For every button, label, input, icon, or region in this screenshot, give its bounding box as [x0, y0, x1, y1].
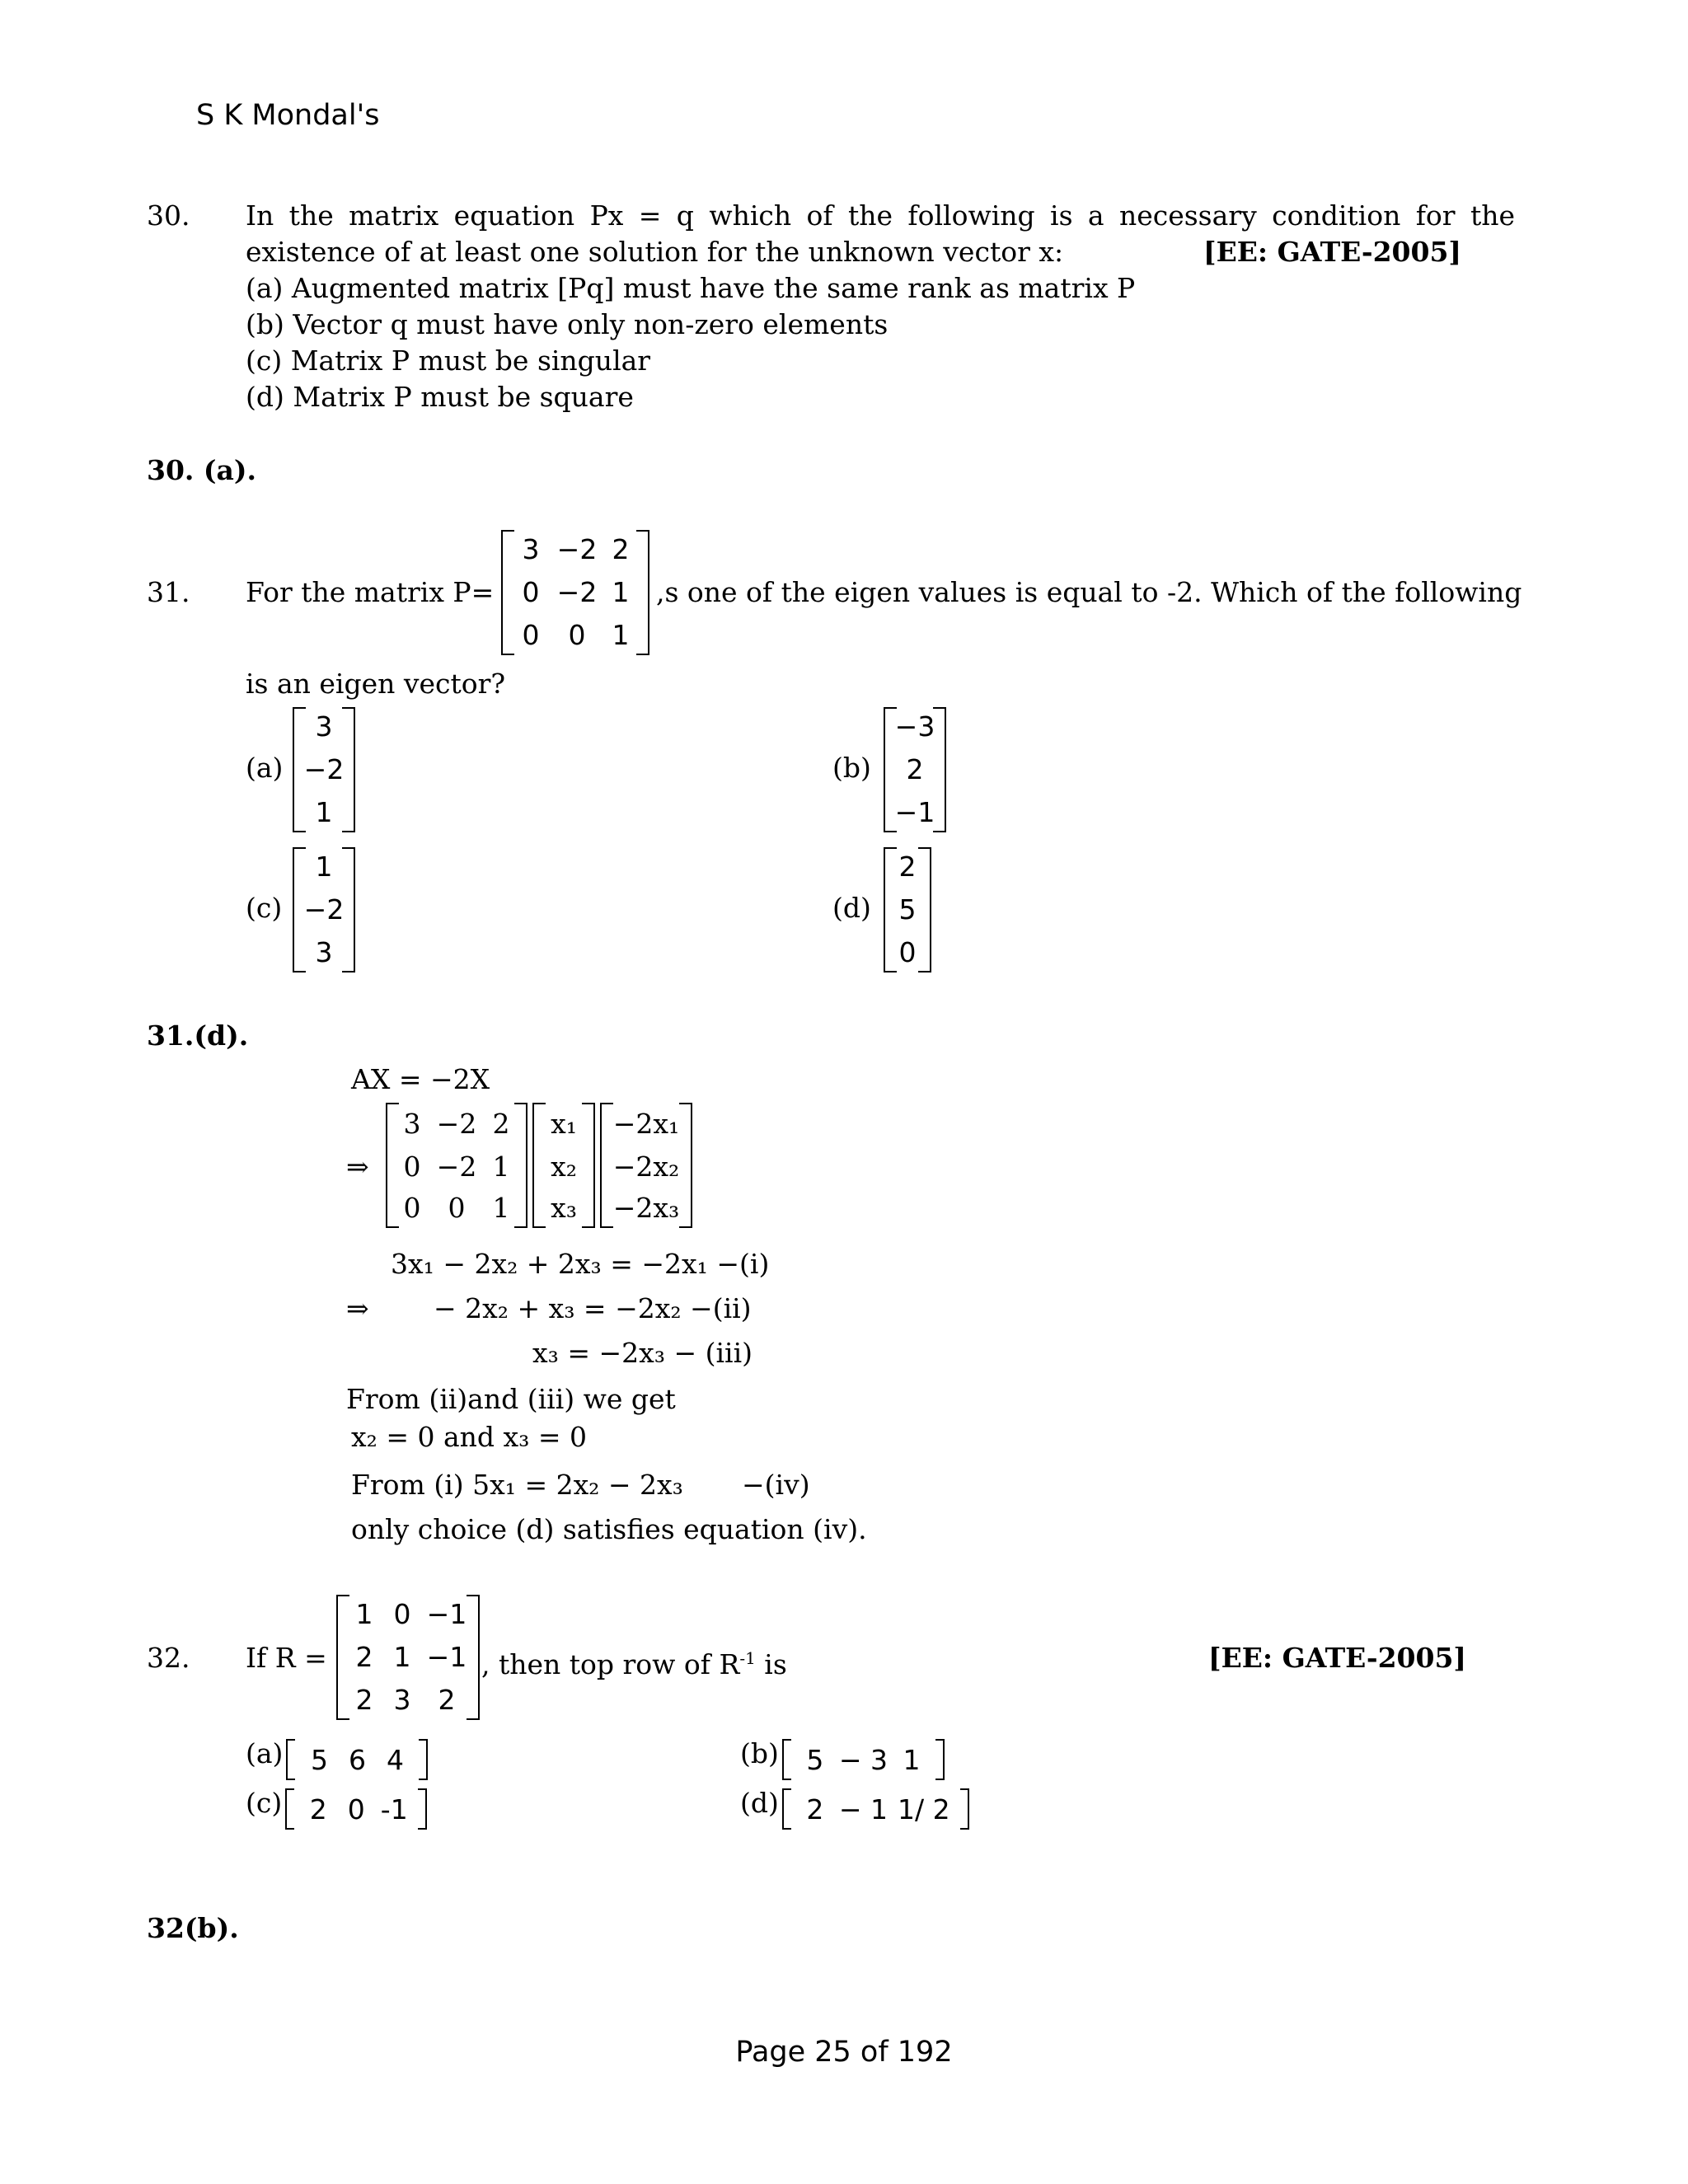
q32-option-a: (a) 5 6 4	[246, 1736, 428, 1780]
solution-vector-rhs: −2x₁ −2x₂ −2x₃	[600, 1103, 692, 1228]
q32-lead: If R =	[246, 1642, 327, 1674]
q30-line2: existence of at least one solution for the unknown vector x:	[246, 236, 1064, 268]
solution-vector-x: x₁ x₂ x₃	[532, 1103, 595, 1228]
q31-option-b-label: (b)	[832, 752, 871, 784]
q30-option-d: (d) Matrix P must be square	[246, 381, 634, 413]
solution-line-i: 3x₁ − 2x₂ + 2x₃ = −2x₁ −(i)	[391, 1248, 770, 1280]
q32-option-b: (b) 5 − 3 1	[740, 1736, 945, 1780]
q31-option-d-vector: 2 5 0	[884, 847, 931, 972]
q30-line1: In the matrix equation Px = q which of the following is a necessary condition for the	[246, 199, 1515, 232]
solution-eq0: AX = −2X	[351, 1063, 490, 1095]
implies-symbol-2: ⇒	[346, 1292, 369, 1324]
q31-lead: For the matrix P=	[246, 576, 495, 608]
q30-answer: 30. (a).	[147, 454, 256, 486]
q32-number: 32.	[147, 1642, 190, 1674]
q31-option-c-label: (c)	[246, 892, 283, 924]
q30-tag: [EE: GATE-2005]	[1203, 236, 1462, 268]
q32-answer: 32(b).	[147, 1912, 239, 1944]
solution-matrix-a: 3 −2 2 0 −2 1 0 0 1	[386, 1103, 528, 1228]
q31-number: 31.	[147, 576, 190, 608]
solution-line-ii: − 2x₂ + x₃ = −2x₂ −(ii)	[434, 1292, 752, 1324]
implies-symbol-1: ⇒	[346, 1151, 369, 1183]
q31-answer: 31.(d).	[147, 1019, 249, 1052]
q32-trail: , then top row of $R^{-1}$ is	[481, 1648, 787, 1680]
q31-matrix-p: 3 −2 2 0 −2 1 0 0 1	[501, 530, 649, 655]
header-author: S K Mondal's	[196, 99, 380, 132]
solution-result: x₂ = 0 and x₃ = 0	[351, 1421, 587, 1453]
q30-option-c: (c) Matrix P must be singular	[246, 344, 651, 377]
q30-option-b: (b) Vector q must have only non-zero elements	[246, 308, 889, 340]
page-number: Page 25 of 192	[735, 2036, 953, 2069]
q32-option-c: (c) 2 0 -1	[246, 1785, 427, 1830]
q31-option-a-label: (a)	[246, 752, 284, 784]
solution-line-iii: x₃ = −2x₃ − (iii)	[532, 1337, 753, 1369]
q31-line2: is an eigen vector?	[246, 668, 506, 700]
q31-option-d-label: (d)	[832, 892, 871, 924]
q30-number: 30.	[147, 199, 190, 232]
q30-option-a: (a) Augmented matrix [Pq] must have the same rank as matrix P	[246, 272, 1136, 304]
solution-conclusion: only choice (d) satisfies equation (iv).	[351, 1513, 867, 1545]
q32-option-d: (d) 2 − 1 1/ 2	[740, 1785, 969, 1830]
q31-option-c-vector: 1 −2 3	[293, 847, 355, 972]
solution-eq-iv: From (i) 5x₁ = 2x₂ − 2x₃	[351, 1469, 683, 1501]
solution-from: From (ii)and (iii) we get	[346, 1383, 676, 1415]
q31-trail: ,s one of the eigen values is equal to -2. Which of the following	[656, 576, 1522, 608]
q31-option-a-vector: 3 −2 1	[293, 707, 355, 832]
solution-tag-iv: −(iv)	[742, 1469, 810, 1501]
q32-matrix-r: 1 0 −1 2 1 −1 2 3 2	[336, 1595, 480, 1720]
q32-tag: [EE: GATE-2005]	[1208, 1642, 1467, 1674]
q31-option-b-vector: −3 2 −1	[884, 707, 946, 832]
